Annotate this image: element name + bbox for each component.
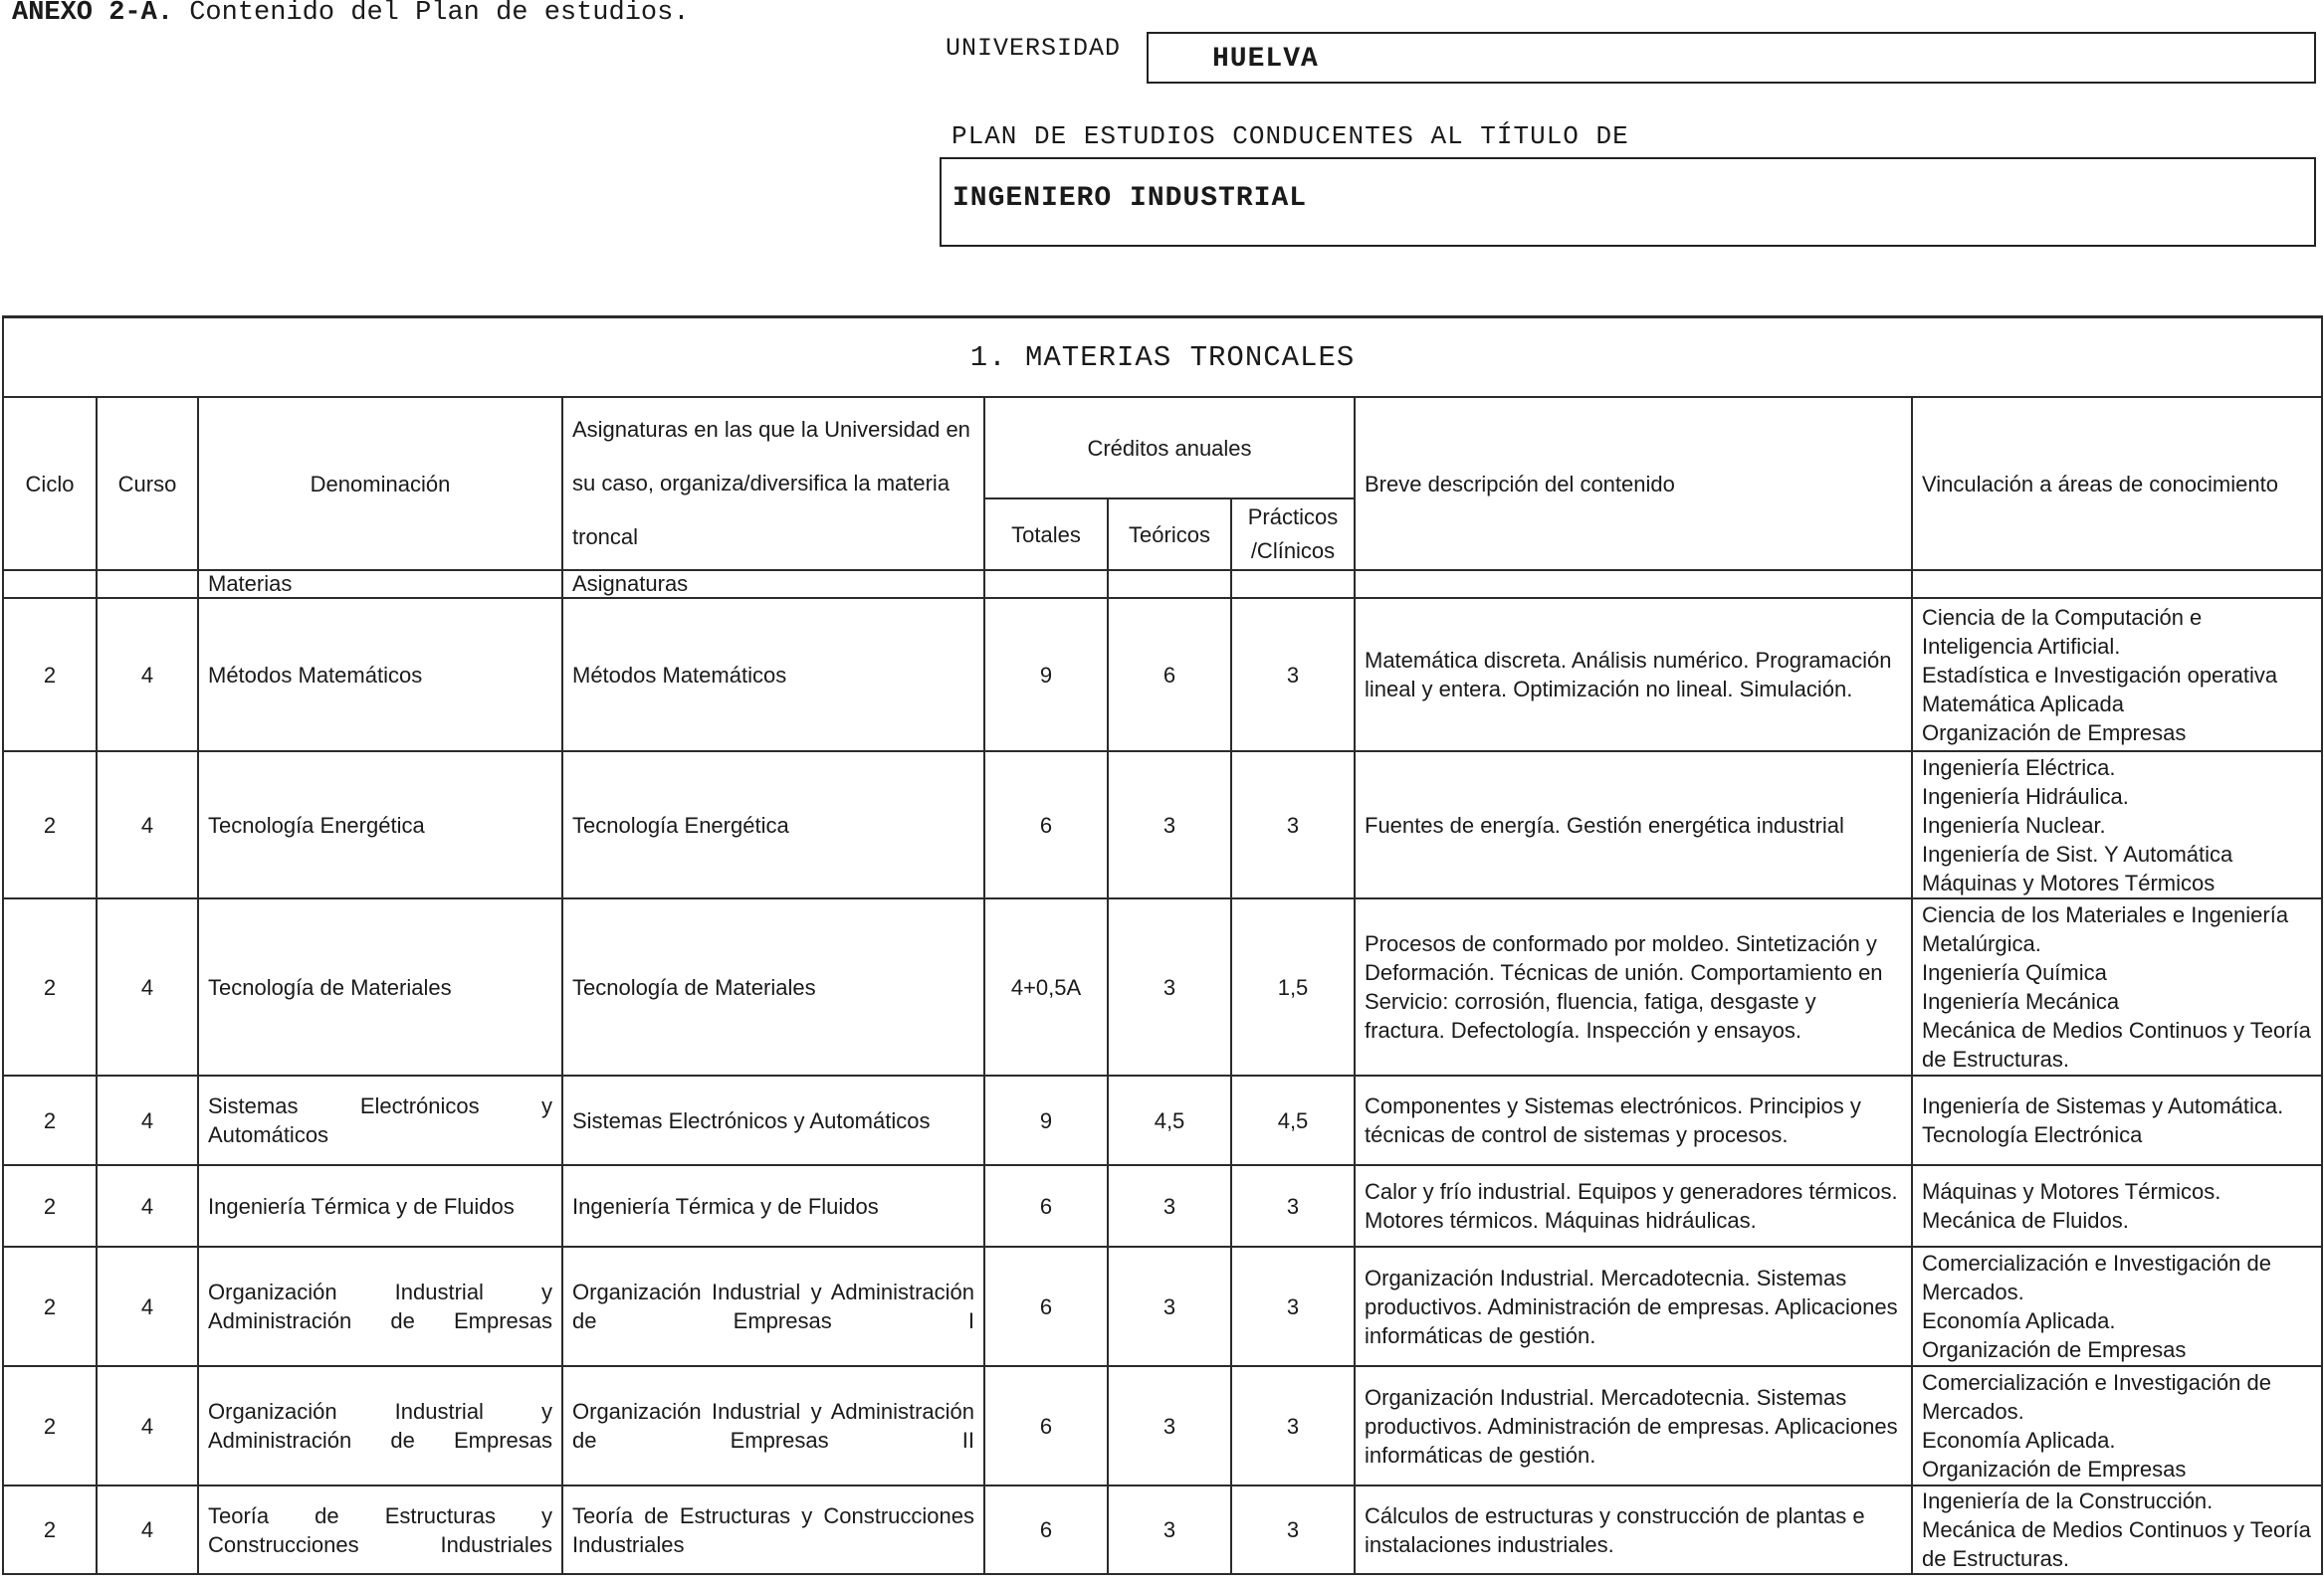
cell-asignatura: Métodos Matemáticos xyxy=(562,598,984,751)
cell-ciclo: 2 xyxy=(3,751,97,898)
annex-number: ANEXO 2-A. xyxy=(12,0,174,28)
cell-asignatura: Organización Industrial y Administración de Empresas II xyxy=(562,1366,984,1486)
cell-ciclo: 2 xyxy=(3,1247,97,1366)
section-title-row xyxy=(3,317,2322,398)
cell-curso: 4 xyxy=(97,898,198,1076)
cell-denominacion: Tecnología de Materiales xyxy=(198,898,562,1076)
cell-totales: 4+0,5A xyxy=(984,898,1108,1076)
vinculacion-area: Ingeniería Nuclear. xyxy=(1922,812,2106,838)
cell-practicos: 3 xyxy=(1231,751,1355,898)
cell-practicos: 1,5 xyxy=(1231,898,1355,1076)
cell-teoricos: 3 xyxy=(1108,1486,1231,1574)
cell-descripcion: Componentes y Sistemas electrónicos. Principios y técnicas de control de sistemas y procesos. xyxy=(1355,1076,1912,1165)
cell-practicos: 3 xyxy=(1231,1486,1355,1574)
vinculacion-area: Ingeniería de la Construcción. xyxy=(1922,1488,2214,1513)
cell-denominacion: Métodos Matemáticos xyxy=(198,598,562,751)
university-label: UNIVERSIDAD xyxy=(946,34,1122,63)
cell-descripcion: Fuentes de energía. Gestión energética industrial xyxy=(1355,751,1912,898)
vinculacion-area: Máquinas y Motores Térmicos. xyxy=(1922,1179,2221,1204)
cell-curso: 4 xyxy=(97,1165,198,1247)
vinculacion-area: Ingeniería de Sist. Y Automática xyxy=(1922,841,2233,867)
cell-denominacion: Organización Industrial y Administración de Empresas xyxy=(198,1366,562,1486)
cell-teoricos: 4,5 xyxy=(1108,1076,1231,1165)
vinculacion-area: Estadística e Investigación operativa xyxy=(1922,662,2278,688)
subheader-row xyxy=(3,570,2322,598)
vinculacion-area: Economía Aplicada. xyxy=(1922,1308,2116,1333)
cell-curso: 4 xyxy=(97,1366,198,1486)
cell-ciclo: 2 xyxy=(3,1076,97,1165)
vinculacion-area: Ingeniería Eléctrica. xyxy=(1922,754,2116,780)
table-row xyxy=(3,598,2322,751)
cell-descripcion: Matemática discreta. Análisis numérico. Programación lineal y entera. Optimización no lineal. Simulación. xyxy=(1355,598,1912,751)
vinculacion-area: Organización de Empresas xyxy=(1922,1337,2187,1362)
cell-vinculacion xyxy=(1912,1076,2322,1165)
cell-descripcion: Procesos de conformado por moldeo. Sintetización y Deformación. Técnicas de unión. Comportamiento en Servicio: corrosión, fluencia, fatiga, desgaste y fractura. Defectología. Inspección y ensayos. xyxy=(1355,898,1912,1076)
subheader-materias: Materias xyxy=(198,570,562,598)
col-header-denominacion: Denominación xyxy=(198,397,562,570)
vinculacion-area: Tecnología Electrónica xyxy=(1922,1122,2143,1147)
vinculacion-area: Comercialización e Investigación de Mercados. xyxy=(1922,1370,2271,1424)
vinculacion-area: Mecánica de Fluidos. xyxy=(1922,1208,2129,1233)
vinculacion-area: Ciencia de la Computación e Inteligencia Artificial. xyxy=(1922,604,2203,659)
cell-asignatura: Ingeniería Térmica y de Fluidos xyxy=(562,1165,984,1247)
vinculacion-area: Mecánica de Medios Continuos y Teoría de Estructuras. xyxy=(1922,1018,2311,1072)
cell-vinculacion xyxy=(1912,1486,2322,1574)
header-row xyxy=(3,397,2322,498)
cell-practicos: 3 xyxy=(1231,1247,1355,1366)
cell-asignatura: Organización Industrial y Administración de Empresas I xyxy=(562,1247,984,1366)
cell-teoricos: 6 xyxy=(1108,598,1231,751)
table-row xyxy=(3,1247,2322,1366)
cell-totales: 6 xyxy=(984,1366,1108,1486)
cell-curso: 4 xyxy=(97,1247,198,1366)
col-header-teoricos: Teóricos xyxy=(1108,498,1231,570)
col-header-ciclo: Ciclo xyxy=(3,397,97,570)
cell-descripcion: Organización Industrial. Mercadotecnia. Sistemas productivos. Administración de empresas. Aplicaciones informáticas de gestión. xyxy=(1355,1366,1912,1486)
cell-asignatura: Sistemas Electrónicos y Automáticos xyxy=(562,1076,984,1165)
cell-ciclo: 2 xyxy=(3,1165,97,1247)
cell-totales: 6 xyxy=(984,1486,1108,1574)
cell-vinculacion xyxy=(1912,898,2322,1076)
cell-denominacion: Tecnología Energética xyxy=(198,751,562,898)
table-row xyxy=(3,751,2322,898)
cell-denominacion: Sistemas Electrónicos y Automáticos xyxy=(198,1076,562,1165)
cell-denominacion: Ingeniería Térmica y de Fluidos xyxy=(198,1165,562,1247)
cell-teoricos: 3 xyxy=(1108,1165,1231,1247)
cell-asignatura: Tecnología Energética xyxy=(562,751,984,898)
subheader-asignaturas: Asignaturas xyxy=(562,570,984,598)
cell-ciclo: 2 xyxy=(3,1366,97,1486)
col-header-totales: Totales xyxy=(984,498,1108,570)
vinculacion-area: Mecánica de Medios Continuos y Teoría de Estructuras. xyxy=(1922,1517,2311,1571)
section-title: 1. MATERIAS TRONCALES xyxy=(3,317,2322,398)
col-header-descripcion: Breve descripción del contenido xyxy=(1355,397,1912,570)
vinculacion-area: Ingeniería Hidráulica. xyxy=(1922,783,2129,809)
cell-ciclo: 2 xyxy=(3,898,97,1076)
cell-practicos: 3 xyxy=(1231,1366,1355,1486)
cell-teoricos: 3 xyxy=(1108,898,1231,1076)
table-row xyxy=(3,898,2322,1076)
vinculacion-area: Ingeniería de Sistemas y Automática. xyxy=(1922,1093,2284,1118)
col-header-practicos: Prácticos /Clínicos xyxy=(1231,498,1355,570)
cell-totales: 6 xyxy=(984,1247,1108,1366)
cell-totales: 9 xyxy=(984,1076,1108,1165)
cell-vinculacion xyxy=(1912,1165,2322,1247)
vinculacion-area: Organización de Empresas xyxy=(1922,1457,2187,1482)
vinculacion-area: Ciencia de los Materiales e Ingeniería Metalúrgica. xyxy=(1922,902,2289,956)
plan-label: PLAN DE ESTUDIOS CONDUCENTES AL TÍTULO DE xyxy=(951,121,1629,151)
cell-totales: 9 xyxy=(984,598,1108,751)
university-value: HUELVA xyxy=(1212,44,1319,75)
cell-descripcion: Calor y frío industrial. Equipos y generadores térmicos. Motores térmicos. Máquinas hidráulicas. xyxy=(1355,1165,1912,1247)
col-header-curso: Curso xyxy=(97,397,198,570)
cell-descripcion: Organización Industrial. Mercadotecnia. Sistemas productivos. Administración de empresas. Aplicaciones informáticas de gestión. xyxy=(1355,1247,1912,1366)
vinculacion-area: Organización de Empresas xyxy=(1922,719,2187,745)
cell-vinculacion xyxy=(1912,598,2322,751)
table-row xyxy=(3,1486,2322,1574)
cell-curso: 4 xyxy=(97,1076,198,1165)
cell-curso: 4 xyxy=(97,751,198,898)
cell-curso: 4 xyxy=(97,598,198,751)
table-row xyxy=(3,1366,2322,1486)
cell-ciclo: 2 xyxy=(3,598,97,751)
university-box xyxy=(1147,32,2316,84)
vinculacion-area: Máquinas y Motores Térmicos xyxy=(1922,870,2216,895)
table-row xyxy=(3,1165,2322,1247)
vinculacion-area: Economía Aplicada. xyxy=(1922,1428,2116,1453)
cell-totales: 6 xyxy=(984,751,1108,898)
degree-title-box xyxy=(940,157,2316,247)
cell-vinculacion xyxy=(1912,751,2322,898)
cell-practicos: 3 xyxy=(1231,1165,1355,1247)
annex-heading xyxy=(12,0,690,28)
cell-teoricos: 3 xyxy=(1108,751,1231,898)
cell-descripcion: Cálculos de estructuras y construcción de plantas e instalaciones industriales. xyxy=(1355,1486,1912,1574)
subjects-table xyxy=(2,315,2323,1575)
cell-practicos: 3 xyxy=(1231,598,1355,751)
cell-teoricos: 3 xyxy=(1108,1366,1231,1486)
cell-ciclo: 2 xyxy=(3,1486,97,1574)
cell-denominacion: Organización Industrial y Administración de Empresas xyxy=(198,1247,562,1366)
cell-curso: 4 xyxy=(97,1486,198,1574)
cell-denominacion: Teoría de Estructuras y Construcciones Industriales xyxy=(198,1486,562,1574)
cell-asignatura: Tecnología de Materiales xyxy=(562,898,984,1076)
cell-vinculacion xyxy=(1912,1247,2322,1366)
vinculacion-area: Ingeniería Mecánica xyxy=(1922,989,2120,1014)
cell-teoricos: 3 xyxy=(1108,1247,1231,1366)
vinculacion-area: Matemática Aplicada xyxy=(1922,691,2124,716)
col-header-creditos: Créditos anuales xyxy=(984,397,1355,498)
cell-practicos: 4,5 xyxy=(1231,1076,1355,1165)
cell-asignatura: Teoría de Estructuras y Construcciones Industriales xyxy=(562,1486,984,1574)
annex-description: Contenido del Plan de estudios. xyxy=(189,0,690,28)
table-row xyxy=(3,1076,2322,1165)
vinculacion-area: Ingeniería Química xyxy=(1922,960,2107,985)
degree-title: INGENIERO INDUSTRIAL xyxy=(952,183,1308,214)
col-header-asignaturas: Asignaturas en las que la Universidad en su caso, organiza/diversifica la materia troncal xyxy=(562,397,984,570)
cell-totales: 6 xyxy=(984,1165,1108,1247)
col-header-vinculacion: Vinculación a áreas de conocimiento xyxy=(1912,397,2322,570)
vinculacion-area: Comercialización e Investigación de Mercados. xyxy=(1922,1251,2271,1304)
cell-vinculacion xyxy=(1912,1366,2322,1486)
